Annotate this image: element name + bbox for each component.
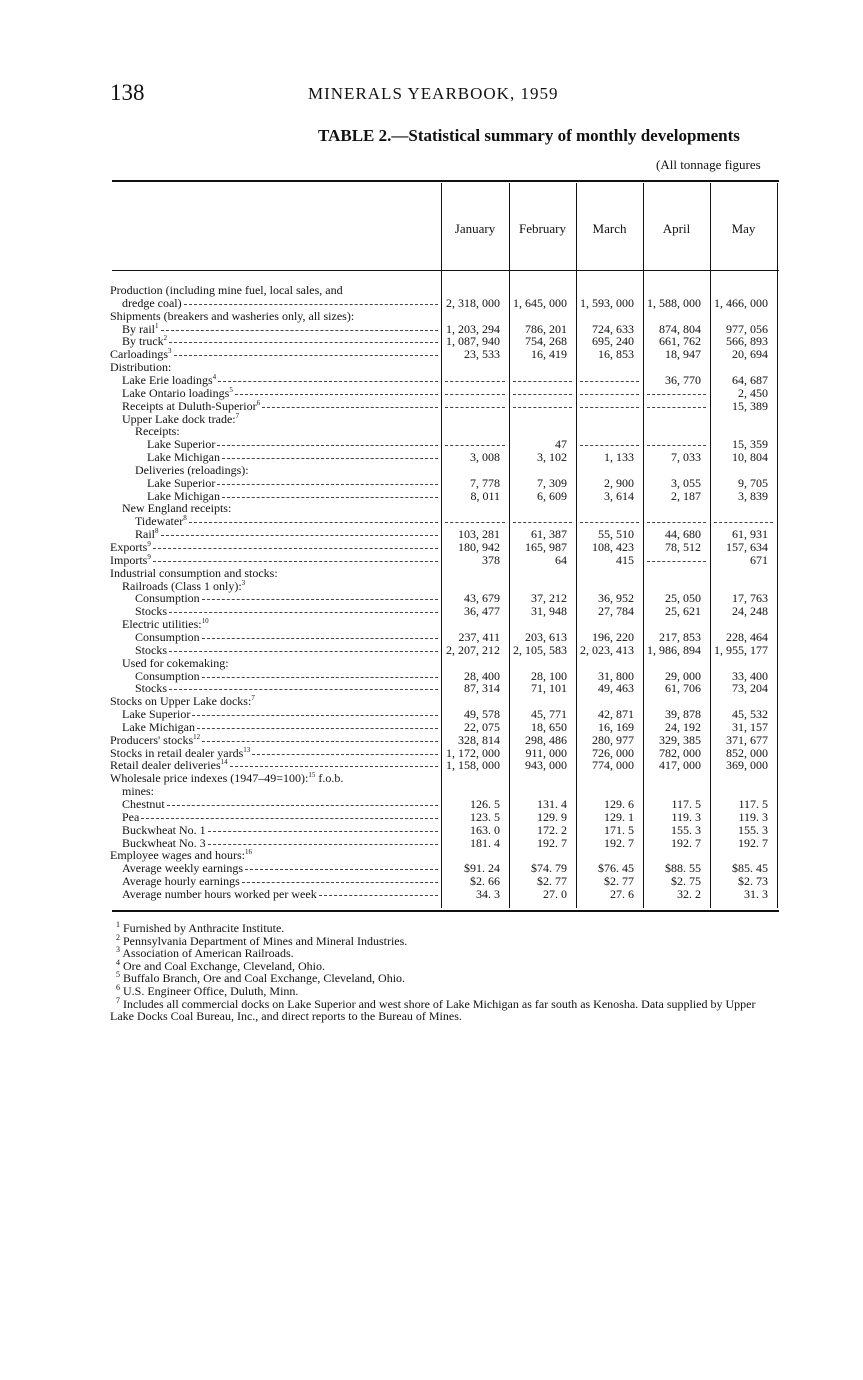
table-row xyxy=(0,888,863,901)
table-cell: 6, 609 xyxy=(537,488,567,503)
empty-cell-dash xyxy=(445,381,505,382)
table-row xyxy=(0,541,863,554)
row-label: New England receipts: xyxy=(122,501,232,516)
table-cell: 25, 050 xyxy=(665,591,701,606)
row-label: Average hourly earnings xyxy=(122,874,240,889)
table-row xyxy=(0,451,863,464)
row-label: Used for cokemaking: xyxy=(122,655,229,670)
table-cell: 378 xyxy=(482,552,500,567)
row-label: Average weekly earnings xyxy=(122,861,244,876)
table-cell: 217, 853 xyxy=(659,629,701,644)
row-label: dredge coal) xyxy=(122,295,182,310)
empty-cell-dash xyxy=(513,407,572,408)
table-cell: 157, 634 xyxy=(726,540,768,554)
table-cell: 2, 187 xyxy=(671,488,701,503)
table-cell: 2, 318, 000 xyxy=(446,295,500,310)
row-label: Railroads (Class 1 only):$^3$ xyxy=(122,578,246,593)
row-label: Shipments (breakers and washeries only, all sizes): xyxy=(110,308,355,323)
table-row xyxy=(0,361,863,374)
table-cell: 280, 977 xyxy=(592,732,634,747)
table-cell: 17, 763 xyxy=(732,591,768,606)
table-subtitle: (All tonnage figures xyxy=(656,157,761,172)
table-cell: 47 xyxy=(555,437,567,452)
empty-cell-dash xyxy=(580,522,639,523)
empty-cell-dash xyxy=(647,407,706,408)
table-cell: 33, 400 xyxy=(732,668,768,683)
table-cell: $2. 75 xyxy=(671,874,701,889)
table-cell: $85. 45 xyxy=(732,861,768,876)
empty-cell-dash xyxy=(647,445,706,446)
table-top-rule xyxy=(112,180,779,182)
table-cell: 1, 133 xyxy=(604,450,634,465)
dot-leader xyxy=(167,805,438,806)
table-row xyxy=(0,374,863,387)
dot-leader xyxy=(169,612,438,613)
table-cell: 31, 800 xyxy=(598,668,634,683)
table-cell: 103, 281 xyxy=(458,527,500,542)
page-number: 138 xyxy=(110,80,145,105)
footnote: $^3$ Association of American Railroads. xyxy=(116,945,294,961)
empty-cell-dash xyxy=(647,561,706,562)
table-cell: 34. 3 xyxy=(476,886,500,901)
table-cell: 18, 947 xyxy=(665,347,701,362)
empty-cell-dash xyxy=(513,522,572,523)
table-row xyxy=(0,824,863,837)
table-cell: 172. 2 xyxy=(537,822,567,837)
table-cell: 155. 3 xyxy=(671,822,701,837)
table-cell: 7, 033 xyxy=(671,450,701,465)
table-cell: 1, 203, 294 xyxy=(446,321,500,336)
table-cell: 28, 400 xyxy=(464,668,500,683)
table-cell: 852, 000 xyxy=(726,745,768,760)
row-label: Distribution: xyxy=(110,360,172,375)
table-cell: 181. 4 xyxy=(470,835,500,850)
table-cell: 371, 677 xyxy=(726,732,768,747)
table-cell: 87, 314 xyxy=(464,681,500,696)
table-cell: 73, 204 xyxy=(732,681,768,696)
table-cell: 27, 784 xyxy=(598,604,634,619)
table-cell: 1, 588, 000 xyxy=(647,295,701,310)
table-cell: 671 xyxy=(750,552,768,567)
dot-leader xyxy=(161,330,439,331)
table-cell: 196, 220 xyxy=(592,629,634,644)
table-cell: 117. 5 xyxy=(671,797,701,811)
empty-cell-dash xyxy=(580,407,639,408)
table-cell: 129. 9 xyxy=(537,809,567,824)
table-cell: 724, 633 xyxy=(592,321,634,336)
table-cell: $76. 45 xyxy=(598,861,634,876)
row-label: Average number hours worked per week xyxy=(122,886,317,901)
table-cell: 43, 679 xyxy=(464,591,500,606)
table-cell: 29, 000 xyxy=(665,668,701,683)
table-cell: 163. 0 xyxy=(470,822,500,837)
table-cell: 32. 2 xyxy=(677,886,701,901)
table-cell: 695, 240 xyxy=(592,334,634,349)
table-row xyxy=(0,284,863,297)
table-cell: 61, 387 xyxy=(531,527,567,542)
row-label: Upper Lake dock trade:$^7$ xyxy=(122,411,240,426)
dot-leader xyxy=(235,394,438,395)
table-cell: 49, 463 xyxy=(598,681,634,696)
table-cell: 1, 645, 000 xyxy=(513,295,567,310)
table-cell: 1, 593, 000 xyxy=(580,295,634,310)
table-cell: 1, 986, 894 xyxy=(647,642,701,657)
table-cell: 7, 309 xyxy=(537,475,567,490)
dot-leader xyxy=(174,355,439,356)
table-cell: 64, 687 xyxy=(732,372,768,387)
table-cell: 123. 5 xyxy=(470,809,500,824)
table-cell: 774, 000 xyxy=(592,758,634,773)
row-label: Employee wages and hours:$^{16}$ xyxy=(110,848,252,863)
table-cell: 203, 613 xyxy=(525,629,567,644)
table-cell: 16, 419 xyxy=(531,347,567,362)
table-row xyxy=(0,618,863,631)
table-row xyxy=(0,464,863,477)
footnote: $^6$ U.S. Engineer Office, Duluth, Minn. xyxy=(116,982,299,998)
table-cell: 3, 614 xyxy=(604,488,634,503)
empty-cell-dash xyxy=(580,394,639,395)
dot-leader xyxy=(192,715,438,716)
table-cell: 977, 056 xyxy=(726,321,768,336)
table-cell: 42, 871 xyxy=(598,707,634,722)
table-cell: 155. 3 xyxy=(738,822,768,837)
table-cell: 1, 955, 177 xyxy=(714,642,768,657)
table-cell: 943, 000 xyxy=(525,758,567,773)
empty-cell-dash xyxy=(445,394,505,395)
dot-leader xyxy=(262,407,438,408)
table-cell: 119. 3 xyxy=(738,809,768,824)
table-cell: $2. 73 xyxy=(738,874,768,889)
dot-leader xyxy=(141,818,438,819)
dot-leader xyxy=(222,458,438,459)
table-cell: 117. 5 xyxy=(738,797,768,811)
table-cell: 566, 893 xyxy=(726,334,768,349)
table-cell: 22, 075 xyxy=(464,719,500,734)
table-cell: 108, 423 xyxy=(592,540,634,554)
table-cell: 328, 814 xyxy=(458,732,500,747)
dot-leader xyxy=(242,882,438,883)
table-cell: $2. 66 xyxy=(470,874,500,889)
table-cell: 37, 212 xyxy=(531,591,567,606)
table-cell: 1, 172, 000 xyxy=(446,745,500,760)
table-cell: 7, 778 xyxy=(470,475,500,490)
table-row xyxy=(0,477,863,490)
table-cell: 27. 6 xyxy=(610,886,634,901)
row-label: By truck$^2$ xyxy=(122,334,168,349)
table-cell: 24, 192 xyxy=(665,719,701,734)
table-title: TABLE 2.—Statistical summary of monthly developments xyxy=(318,126,740,145)
table-cell: 782, 000 xyxy=(659,745,701,760)
dot-leader xyxy=(169,342,438,343)
table-cell: 1, 466, 000 xyxy=(714,295,768,310)
table-cell: 192. 7 xyxy=(671,835,701,850)
table-cell: 61, 931 xyxy=(732,527,768,542)
dot-leader xyxy=(184,304,438,305)
table-cell: 36, 770 xyxy=(665,372,701,387)
dot-leader xyxy=(217,445,438,446)
table-cell: 45, 771 xyxy=(531,707,567,722)
column-header: April xyxy=(662,221,691,236)
dot-leader xyxy=(153,548,438,549)
table-cell: $74. 79 xyxy=(531,861,567,876)
empty-cell-dash xyxy=(445,445,505,446)
dot-leader xyxy=(197,728,438,729)
row-label: Electric utilities:$^{10}$ xyxy=(122,617,209,632)
table-cell: 8, 011 xyxy=(470,488,500,503)
table-cell: 28, 100 xyxy=(531,668,567,683)
table-cell: 18, 650 xyxy=(531,719,567,734)
table-row xyxy=(0,657,863,670)
dot-leader xyxy=(202,599,438,600)
table-cell: 298, 486 xyxy=(525,732,567,747)
table-cell: 3, 008 xyxy=(470,450,500,465)
row-label: Lake Ontario loadings$^5$ xyxy=(122,385,233,400)
table-cell: 45, 532 xyxy=(732,707,768,722)
table-cell: 15, 389 xyxy=(732,398,768,413)
row-label: Production (including mine fuel, local sales, and xyxy=(110,283,343,297)
table-cell: 55, 510 xyxy=(598,527,634,542)
table-cell: 228, 464 xyxy=(726,629,768,644)
table-cell: 64 xyxy=(555,552,567,567)
dot-leader xyxy=(202,741,438,742)
table-row xyxy=(0,400,863,413)
row-label: Lake Michigan xyxy=(147,488,220,503)
row-label: Rail$^8$ xyxy=(135,527,159,542)
row-label: Lake Michigan xyxy=(122,719,195,734)
table-cell: 36, 477 xyxy=(464,604,500,619)
row-label: Chestnut xyxy=(122,797,165,811)
table-row xyxy=(0,567,863,580)
row-label: Pea xyxy=(122,809,140,824)
table-row xyxy=(0,413,863,426)
footnote: $^5$ Buffalo Branch, Ore and Coal Exchange, Cleveland, Ohio. xyxy=(116,970,406,986)
table-row xyxy=(0,631,863,644)
dot-leader xyxy=(208,844,438,845)
row-label: Buckwheat No. 1 xyxy=(122,822,206,837)
dot-leader xyxy=(319,895,438,896)
dot-leader xyxy=(208,831,438,832)
row-label: Producers' stocks$^{12}$ xyxy=(110,732,201,747)
table-cell: 3, 102 xyxy=(537,450,567,465)
table-row xyxy=(0,502,863,515)
row-label: Imports$^9$ xyxy=(110,552,151,567)
table-cell: 329, 385 xyxy=(659,732,701,747)
table-cell: 1, 158, 000 xyxy=(446,758,500,773)
table-cell: 131. 4 xyxy=(537,797,567,811)
table-cell: 15, 359 xyxy=(732,437,768,452)
table-cell: 3, 839 xyxy=(738,488,768,503)
dot-leader xyxy=(202,638,438,639)
table-cell: 415 xyxy=(616,552,634,567)
table-cell: 2, 450 xyxy=(738,385,768,400)
row-label: Lake Michigan xyxy=(147,450,220,465)
table-cell: 78, 512 xyxy=(665,540,701,554)
dot-leader xyxy=(189,522,438,523)
table-cell: 71, 101 xyxy=(531,681,567,696)
table-cell: 31. 3 xyxy=(744,886,768,901)
header-bottom-rule xyxy=(112,270,779,271)
table-cell: 369, 000 xyxy=(726,758,768,773)
table-bottom-rule xyxy=(112,910,779,912)
table-cell: 20, 694 xyxy=(732,347,768,362)
empty-cell-dash xyxy=(445,407,505,408)
table-cell: 49, 578 xyxy=(464,707,500,722)
table-cell: 9, 705 xyxy=(738,475,768,490)
table-cell: 754, 268 xyxy=(525,334,567,349)
dot-leader xyxy=(161,535,439,536)
row-label: Stocks xyxy=(135,604,168,619)
dot-leader xyxy=(218,381,438,382)
empty-cell-dash xyxy=(580,381,639,382)
row-label: Stocks on Upper Lake docks:$^7$ xyxy=(110,694,255,709)
table-cell: 661, 762 xyxy=(659,334,701,349)
table-cell: 119. 3 xyxy=(671,809,701,824)
table-cell: 2, 105, 583 xyxy=(513,642,567,657)
dot-leader xyxy=(252,754,438,755)
table-cell: 192. 7 xyxy=(537,835,567,850)
footnote: $^2$ Pennsylvania Department of Mines and Mineral Industries. xyxy=(116,932,408,948)
dot-leader xyxy=(245,869,438,870)
empty-cell-dash xyxy=(445,522,505,523)
row-label: Deliveries (reloadings): xyxy=(135,462,249,477)
table-cell: $2. 77 xyxy=(537,874,567,889)
row-label: Consumption xyxy=(135,668,200,683)
dot-leader xyxy=(222,497,438,498)
table-cell: 237, 411 xyxy=(458,629,500,644)
empty-cell-dash xyxy=(714,522,773,523)
table-row xyxy=(0,310,863,323)
dot-leader xyxy=(217,484,438,485)
table-cell: 874, 804 xyxy=(659,321,701,336)
row-label: Exports$^9$ xyxy=(110,540,151,554)
row-label: Lake Superior xyxy=(147,475,216,490)
row-label: Industrial consumption and stocks: xyxy=(110,565,278,580)
empty-cell-dash xyxy=(513,394,572,395)
table-cell: 192. 7 xyxy=(738,835,768,850)
table-cell: 165, 987 xyxy=(525,540,567,554)
table-cell: 27. 0 xyxy=(543,886,567,901)
column-header: May xyxy=(731,221,756,236)
empty-cell-dash xyxy=(513,381,572,382)
table-row xyxy=(0,721,863,734)
table-cell: $91. 24 xyxy=(464,861,500,876)
table-cell: 39, 878 xyxy=(665,707,701,722)
column-header: February xyxy=(519,221,566,236)
table-cell: 31, 948 xyxy=(531,604,567,619)
footnote: $^4$ Ore and Coal Exchange, Cleveland, Ohio. xyxy=(116,957,325,973)
table-cell: 129. 1 xyxy=(604,809,634,824)
row-label: Buckwheat No. 3 xyxy=(122,835,206,850)
row-label: Receipts: xyxy=(135,424,180,439)
table-cell: 10, 804 xyxy=(732,450,768,465)
table-row xyxy=(0,297,863,310)
table-cell: 726, 000 xyxy=(592,745,634,760)
table-cell: $2. 77 xyxy=(604,874,634,889)
row-label: Stocks xyxy=(135,681,168,696)
row-label: Lake Erie loadings$^4$ xyxy=(122,372,217,387)
table-cell: 23, 533 xyxy=(464,347,500,362)
empty-cell-dash xyxy=(580,445,639,446)
table-cell: 36, 952 xyxy=(598,591,634,606)
table-row xyxy=(0,734,863,747)
footnotes xyxy=(110,922,780,1023)
table-cell: $88. 55 xyxy=(665,861,701,876)
table-cell: 24, 248 xyxy=(732,604,768,619)
dot-leader xyxy=(202,677,438,678)
dot-leader xyxy=(230,766,438,767)
column-header: March xyxy=(592,221,627,236)
dot-leader xyxy=(169,651,438,652)
table-row xyxy=(0,811,863,824)
table-row xyxy=(0,708,863,721)
row-label: Tidewater$^8$ xyxy=(135,514,187,529)
table-row xyxy=(0,875,863,888)
table-cell: 31, 157 xyxy=(732,719,768,734)
dot-leader xyxy=(169,689,438,690)
table-cell: 2, 207, 212 xyxy=(446,642,500,657)
table-cell: 16, 853 xyxy=(598,347,634,362)
table-row xyxy=(0,554,863,567)
table-row xyxy=(0,644,863,657)
row-label: Consumption xyxy=(135,591,200,606)
table-cell: 417, 000 xyxy=(659,758,701,773)
table-row xyxy=(0,387,863,400)
empty-cell-dash xyxy=(647,522,706,523)
row-label: Lake Superior xyxy=(147,437,216,452)
table-cell: 25, 621 xyxy=(665,604,701,619)
row-label: Retail dealer deliveries$^{14}$ xyxy=(110,758,228,773)
column-header: January xyxy=(454,221,496,236)
row-label: Stocks xyxy=(135,642,168,657)
dot-leader xyxy=(153,561,438,562)
footnote: $^1$ Furnished by Anthracite Institute. xyxy=(116,920,285,935)
table-cell: 129. 6 xyxy=(604,797,634,811)
table-cell: 911, 000 xyxy=(525,745,567,760)
table-row xyxy=(0,798,863,811)
footnote: $^7$ Includes all commercial docks on Lake Superior and west shore of Lake Michigan as far south as Kenosha. Data supplied by Upper Lake Docks Coal Bureau, Inc., and direct reports to the Bureau of Mines. xyxy=(110,995,756,1024)
table-cell: 2, 023, 413 xyxy=(580,642,634,657)
table-cell: 192. 7 xyxy=(604,835,634,850)
empty-cell-dash xyxy=(647,394,706,395)
table-cell: 171. 5 xyxy=(604,822,634,837)
table-cell: 44, 680 xyxy=(665,527,701,542)
table-cell: 126. 5 xyxy=(470,797,500,811)
row-label: Consumption xyxy=(135,629,200,644)
row-label: By rail$^1$ xyxy=(122,321,159,336)
table-cell: 786, 201 xyxy=(525,321,567,336)
table-cell: 180, 942 xyxy=(458,540,500,554)
table-cell: 16, 169 xyxy=(598,719,634,734)
table-cell: 61, 706 xyxy=(665,681,701,696)
table-cell: 2, 900 xyxy=(604,475,634,490)
row-label: Carloadings$^3$ xyxy=(110,347,172,362)
row-label: Lake Superior xyxy=(122,707,191,722)
row-label: mines: xyxy=(122,784,154,799)
row-label: Wholesale price indexes (1947–49=100):$^{15}$ f.o.b. xyxy=(110,771,344,786)
row-label: Receipts at Duluth-Superior$^6$ xyxy=(122,398,261,413)
table-cell: 3, 055 xyxy=(671,475,701,490)
table-cell: 1, 087, 940 xyxy=(446,334,500,349)
running-head: MINERALS YEARBOOK, 1959 xyxy=(308,84,559,103)
row-label: Stocks in retail dealer yards$^{13}$ xyxy=(110,745,251,760)
